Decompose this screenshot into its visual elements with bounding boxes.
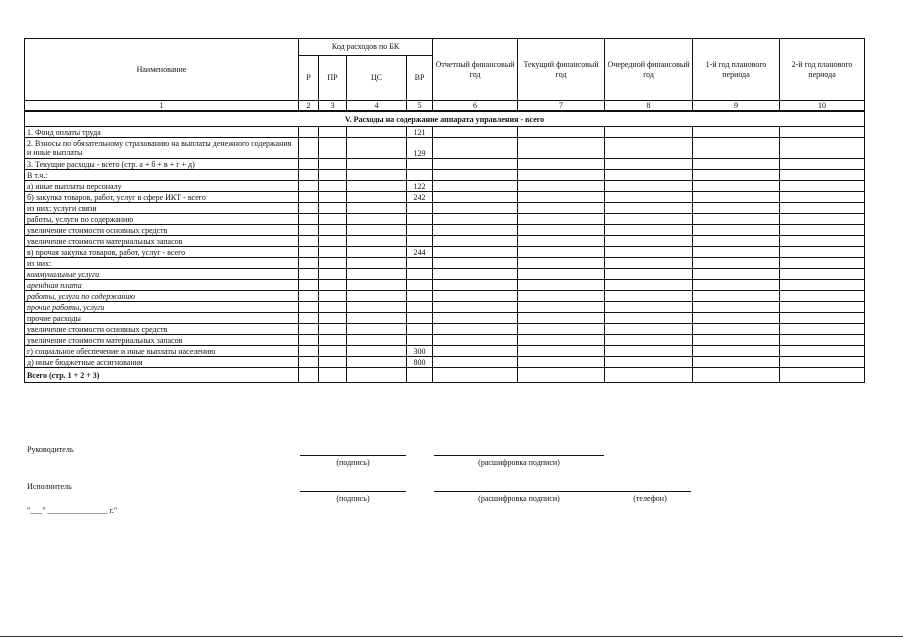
value-cell[interactable] <box>518 159 605 170</box>
header-vr: ВР <box>407 56 433 101</box>
column-number: 2 <box>299 101 319 112</box>
value-cell[interactable] <box>693 368 780 383</box>
header-plan-year-2: 2-й год планового периода <box>780 39 865 101</box>
value-cell[interactable] <box>518 269 605 280</box>
table-row <box>25 203 865 214</box>
row-name: г) социальное обеспечение и иные выплаты населению <box>25 346 299 357</box>
table-row <box>25 225 865 236</box>
value-cell[interactable] <box>780 236 865 247</box>
value-cell[interactable] <box>518 368 605 383</box>
value-cell[interactable] <box>693 236 780 247</box>
value-cell[interactable] <box>347 335 407 346</box>
value-cell[interactable] <box>780 280 865 291</box>
value-cell[interactable] <box>605 159 693 170</box>
value-cell[interactable] <box>433 291 518 302</box>
value-cell[interactable] <box>319 313 347 324</box>
value-cell[interactable] <box>693 302 780 313</box>
value-cell[interactable] <box>780 225 865 236</box>
value-cell[interactable] <box>605 127 693 138</box>
value-cell[interactable] <box>605 236 693 247</box>
value-cell[interactable] <box>319 302 347 313</box>
row-vr-code: 121 <box>407 127 433 138</box>
value-cell[interactable] <box>433 159 518 170</box>
value-cell[interactable] <box>347 214 407 225</box>
value-cell[interactable] <box>693 346 780 357</box>
header-reporting-year: Отчетный финансовый год <box>433 39 518 101</box>
value-cell[interactable] <box>433 269 518 280</box>
date-line: "___" _______________ г." <box>27 506 118 515</box>
column-number: 1 <box>25 101 299 112</box>
value-cell[interactable] <box>319 346 347 357</box>
value-cell[interactable] <box>433 138 518 159</box>
value-cell[interactable] <box>299 181 319 192</box>
table-row <box>25 258 865 269</box>
value-cell[interactable] <box>433 225 518 236</box>
value-cell[interactable] <box>518 181 605 192</box>
head-signature-caption: (подпись) <box>336 458 370 467</box>
value-cell[interactable] <box>347 127 407 138</box>
row-vr-code: 300 <box>407 346 433 357</box>
value-cell[interactable] <box>319 127 347 138</box>
value-cell[interactable] <box>299 302 319 313</box>
head-signature-line[interactable] <box>300 455 406 456</box>
header-next-year: Очередной финансовый год <box>605 39 693 101</box>
value-cell[interactable] <box>433 280 518 291</box>
value-cell[interactable] <box>347 236 407 247</box>
row-vr-code <box>407 302 433 313</box>
value-cell[interactable] <box>780 291 865 302</box>
value-cell[interactable] <box>780 138 865 159</box>
value-cell[interactable] <box>693 313 780 324</box>
row-vr-code <box>407 203 433 214</box>
value-cell[interactable] <box>518 302 605 313</box>
value-cell[interactable] <box>433 192 518 203</box>
value-cell[interactable] <box>433 214 518 225</box>
value-cell[interactable] <box>319 368 347 383</box>
value-cell[interactable] <box>299 280 319 291</box>
value-cell[interactable] <box>433 357 518 368</box>
value-cell[interactable] <box>605 335 693 346</box>
table-row <box>25 313 865 324</box>
row-name: работы, услуги по содержанию <box>25 291 299 302</box>
value-cell[interactable] <box>693 214 780 225</box>
row-vr-code <box>407 225 433 236</box>
table-row <box>25 127 865 138</box>
value-cell[interactable] <box>347 159 407 170</box>
table-row <box>25 335 865 346</box>
head-label: Руководитель <box>27 445 74 454</box>
row-name: в) прочая закупка товаров, работ, услуг - всего <box>25 247 299 258</box>
table-row <box>25 236 865 247</box>
column-number: 6 <box>433 101 518 112</box>
head-decode-line[interactable] <box>434 455 604 456</box>
value-cell[interactable] <box>693 258 780 269</box>
value-cell[interactable] <box>299 236 319 247</box>
value-cell[interactable] <box>299 159 319 170</box>
row-vr-code: 129 <box>407 138 433 159</box>
value-cell[interactable] <box>693 203 780 214</box>
value-cell[interactable] <box>319 258 347 269</box>
value-cell[interactable] <box>319 357 347 368</box>
row-name: из них: <box>25 258 299 269</box>
row-vr-code <box>407 291 433 302</box>
row-vr-code <box>407 170 433 181</box>
value-cell[interactable] <box>433 127 518 138</box>
value-cell[interactable] <box>693 170 780 181</box>
row-name: прочие работы, услуги <box>25 302 299 313</box>
value-cell[interactable] <box>518 335 605 346</box>
executor-signature-caption: (подпись) <box>336 494 370 503</box>
table-row <box>25 368 865 383</box>
value-cell[interactable] <box>693 192 780 203</box>
table-row <box>25 181 865 192</box>
row-name: увеличение стоимости материальных запасов <box>25 236 299 247</box>
value-cell[interactable] <box>780 203 865 214</box>
value-cell[interactable] <box>518 192 605 203</box>
value-cell[interactable] <box>693 247 780 258</box>
value-cell[interactable] <box>518 225 605 236</box>
value-cell[interactable] <box>433 203 518 214</box>
row-vr-code <box>407 258 433 269</box>
value-cell[interactable] <box>780 214 865 225</box>
row-name: Всего (стр. 1 + 2 + 3) <box>25 368 299 383</box>
value-cell[interactable] <box>319 280 347 291</box>
table-row <box>25 247 865 258</box>
value-cell[interactable] <box>319 269 347 280</box>
value-cell[interactable] <box>693 335 780 346</box>
table-row <box>25 170 865 181</box>
table-row <box>25 357 865 368</box>
value-cell[interactable] <box>780 324 865 335</box>
row-name: 2. Взносы по обязательному страхованию на выплаты денежного содержания и иные выплаты <box>25 138 299 159</box>
page-bottom-rule <box>0 636 903 637</box>
value-cell[interactable] <box>347 258 407 269</box>
value-cell[interactable] <box>299 127 319 138</box>
value-cell[interactable] <box>319 291 347 302</box>
value-cell[interactable] <box>319 247 347 258</box>
value-cell[interactable] <box>319 214 347 225</box>
header-pr: ПР <box>319 56 347 101</box>
row-vr-code <box>407 280 433 291</box>
value-cell[interactable] <box>780 170 865 181</box>
head-decode-caption: (расшифровка подписи) <box>478 458 560 467</box>
value-cell[interactable] <box>299 192 319 203</box>
table-row <box>25 269 865 280</box>
row-vr-code <box>407 335 433 346</box>
column-number: 7 <box>518 101 605 112</box>
value-cell[interactable] <box>299 368 319 383</box>
value-cell[interactable] <box>518 203 605 214</box>
value-cell[interactable] <box>299 291 319 302</box>
value-cell[interactable] <box>605 357 693 368</box>
executor-decode-line[interactable] <box>434 491 691 492</box>
row-vr-code <box>407 368 433 383</box>
row-vr-code <box>407 324 433 335</box>
value-cell[interactable] <box>347 313 407 324</box>
value-cell[interactable] <box>518 280 605 291</box>
header-plan-year-1: 1-й год планового периода <box>693 39 780 101</box>
value-cell[interactable] <box>518 214 605 225</box>
table-row <box>25 291 865 302</box>
value-cell[interactable] <box>605 324 693 335</box>
value-cell[interactable] <box>347 291 407 302</box>
value-cell[interactable] <box>299 138 319 159</box>
value-cell[interactable] <box>299 203 319 214</box>
row-vr-code <box>407 269 433 280</box>
value-cell[interactable] <box>347 138 407 159</box>
value-cell[interactable] <box>433 258 518 269</box>
value-cell[interactable] <box>605 291 693 302</box>
value-cell[interactable] <box>299 346 319 357</box>
value-cell[interactable] <box>780 247 865 258</box>
value-cell[interactable] <box>347 324 407 335</box>
header-cs: ЦС <box>347 56 407 101</box>
table-row <box>25 192 865 203</box>
value-cell[interactable] <box>319 170 347 181</box>
value-cell[interactable] <box>605 181 693 192</box>
column-number: 9 <box>693 101 780 112</box>
row-vr-code <box>407 214 433 225</box>
value-cell[interactable] <box>518 138 605 159</box>
value-cell[interactable] <box>518 247 605 258</box>
value-cell[interactable] <box>319 181 347 192</box>
value-cell[interactable] <box>347 203 407 214</box>
header-current-year: Текущий финансовый год <box>518 39 605 101</box>
value-cell[interactable] <box>299 324 319 335</box>
value-cell[interactable] <box>299 269 319 280</box>
value-cell[interactable] <box>347 302 407 313</box>
value-cell[interactable] <box>347 357 407 368</box>
table-row <box>25 280 865 291</box>
row-name: 3. Текущие расходы - всего (стр. а + б + в + г + д) <box>25 159 299 170</box>
value-cell[interactable] <box>299 258 319 269</box>
section-title: V. Расходы на содержание аппарата управления - всего <box>25 111 865 127</box>
value-cell[interactable] <box>780 269 865 280</box>
value-cell[interactable] <box>347 181 407 192</box>
value-cell[interactable] <box>693 181 780 192</box>
value-cell[interactable] <box>319 335 347 346</box>
row-name: прочие расходы <box>25 313 299 324</box>
column-number: 3 <box>319 101 347 112</box>
row-name: б) закупка товаров, работ, услуг в сфере ИКТ - всего <box>25 192 299 203</box>
header-row-1 <box>25 39 865 56</box>
table-row <box>25 302 865 313</box>
value-cell[interactable] <box>780 313 865 324</box>
executor-phone-caption: (телефон) <box>633 494 667 503</box>
value-cell[interactable] <box>605 225 693 236</box>
value-cell[interactable] <box>319 159 347 170</box>
table-body <box>25 127 865 383</box>
value-cell[interactable] <box>518 127 605 138</box>
value-cell[interactable] <box>605 258 693 269</box>
value-cell[interactable] <box>605 247 693 258</box>
executor-decode-caption: (расшифровка подписи) <box>478 494 560 503</box>
value-cell[interactable] <box>299 214 319 225</box>
header-r: Р <box>299 56 319 101</box>
value-cell[interactable] <box>299 247 319 258</box>
column-number: 5 <box>407 101 433 112</box>
row-name: 1. Фонд оплаты труда <box>25 127 299 138</box>
value-cell[interactable] <box>780 127 865 138</box>
table-row <box>25 346 865 357</box>
row-name: из них: услуги связи <box>25 203 299 214</box>
value-cell[interactable] <box>518 170 605 181</box>
value-cell[interactable] <box>433 170 518 181</box>
value-cell[interactable] <box>518 236 605 247</box>
row-vr-code <box>407 159 433 170</box>
value-cell[interactable] <box>347 247 407 258</box>
row-name: коммунальные услуги <box>25 269 299 280</box>
row-name: увеличение стоимости материальных запасов <box>25 335 299 346</box>
column-number: 8 <box>605 101 693 112</box>
value-cell[interactable] <box>433 247 518 258</box>
value-cell[interactable] <box>780 357 865 368</box>
value-cell[interactable] <box>433 324 518 335</box>
value-cell[interactable] <box>693 291 780 302</box>
value-cell[interactable] <box>780 368 865 383</box>
value-cell[interactable] <box>605 313 693 324</box>
value-cell[interactable] <box>299 313 319 324</box>
row-name: д) иные бюджетные ассигнования <box>25 357 299 368</box>
row-name: работы, услуги по содержанию <box>25 214 299 225</box>
row-name: арендная плата <box>25 280 299 291</box>
value-cell[interactable] <box>347 225 407 236</box>
value-cell[interactable] <box>319 203 347 214</box>
value-cell[interactable] <box>299 335 319 346</box>
value-cell[interactable] <box>433 335 518 346</box>
value-cell[interactable] <box>693 269 780 280</box>
row-vr-code <box>407 313 433 324</box>
value-cell[interactable] <box>433 368 518 383</box>
section-row <box>25 111 865 127</box>
header-code-group: Код расходов по БК <box>299 39 433 56</box>
value-cell[interactable] <box>780 302 865 313</box>
value-cell[interactable] <box>605 192 693 203</box>
value-cell[interactable] <box>347 346 407 357</box>
value-cell[interactable] <box>693 138 780 159</box>
value-cell[interactable] <box>780 159 865 170</box>
value-cell[interactable] <box>605 346 693 357</box>
value-cell[interactable] <box>518 357 605 368</box>
row-vr-code: 122 <box>407 181 433 192</box>
value-cell[interactable] <box>780 181 865 192</box>
value-cell[interactable] <box>433 313 518 324</box>
value-cell[interactable] <box>319 236 347 247</box>
value-cell[interactable] <box>605 170 693 181</box>
value-cell[interactable] <box>605 214 693 225</box>
value-cell[interactable] <box>693 357 780 368</box>
row-vr-code <box>407 236 433 247</box>
value-cell[interactable] <box>780 335 865 346</box>
executor-label: Исполнитель <box>27 482 72 491</box>
value-cell[interactable] <box>347 192 407 203</box>
executor-signature-line[interactable] <box>300 491 406 492</box>
value-cell[interactable] <box>693 324 780 335</box>
value-cell[interactable] <box>347 280 407 291</box>
row-vr-code: 242 <box>407 192 433 203</box>
value-cell[interactable] <box>605 368 693 383</box>
value-cell[interactable] <box>433 181 518 192</box>
value-cell[interactable] <box>605 203 693 214</box>
value-cell[interactable] <box>319 192 347 203</box>
value-cell[interactable] <box>693 127 780 138</box>
table-row <box>25 138 865 159</box>
value-cell[interactable] <box>299 170 319 181</box>
value-cell[interactable] <box>605 280 693 291</box>
value-cell[interactable] <box>780 192 865 203</box>
value-cell[interactable] <box>693 280 780 291</box>
column-number: 4 <box>347 101 407 112</box>
row-name: а) иные выплаты персоналу <box>25 181 299 192</box>
value-cell[interactable] <box>347 368 407 383</box>
table-row <box>25 324 865 335</box>
value-cell[interactable] <box>319 138 347 159</box>
value-cell[interactable] <box>780 258 865 269</box>
table-row <box>25 159 865 170</box>
column-number: 10 <box>780 101 865 112</box>
value-cell[interactable] <box>605 138 693 159</box>
expenses-table <box>24 38 865 383</box>
value-cell[interactable] <box>347 170 407 181</box>
value-cell[interactable] <box>518 291 605 302</box>
column-numbers-row <box>25 101 865 112</box>
value-cell[interactable] <box>347 269 407 280</box>
row-vr-code: 800 <box>407 357 433 368</box>
value-cell[interactable] <box>299 357 319 368</box>
value-cell[interactable] <box>605 302 693 313</box>
value-cell[interactable] <box>518 346 605 357</box>
row-name: В т.ч.: <box>25 170 299 181</box>
header-name: Наименование <box>25 39 299 101</box>
row-vr-code: 244 <box>407 247 433 258</box>
value-cell[interactable] <box>518 258 605 269</box>
value-cell[interactable] <box>433 236 518 247</box>
row-name: увеличение стоимости основных средств <box>25 324 299 335</box>
value-cell[interactable] <box>299 225 319 236</box>
table-row <box>25 214 865 225</box>
value-cell[interactable] <box>693 159 780 170</box>
value-cell[interactable] <box>605 269 693 280</box>
value-cell[interactable] <box>319 324 347 335</box>
value-cell[interactable] <box>433 346 518 357</box>
value-cell[interactable] <box>780 346 865 357</box>
value-cell[interactable] <box>518 324 605 335</box>
row-name: увеличение стоимости основных средств <box>25 225 299 236</box>
value-cell[interactable] <box>433 302 518 313</box>
value-cell[interactable] <box>693 225 780 236</box>
value-cell[interactable] <box>518 313 605 324</box>
value-cell[interactable] <box>319 225 347 236</box>
